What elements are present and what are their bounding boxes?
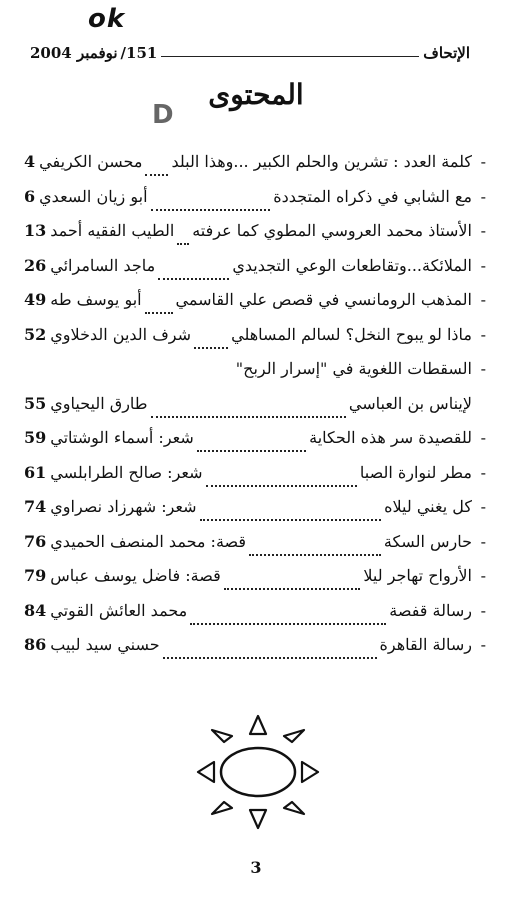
toc-entry bbox=[24, 221, 486, 256]
toc-dot-leader bbox=[145, 174, 168, 176]
toc-entry-author: شعر: أسماء الوشتاتي bbox=[50, 428, 194, 447]
toc-dot-leader bbox=[197, 450, 306, 452]
toc-entry-page: 86 bbox=[24, 635, 47, 654]
toc-entry-title: رسالة القاهرة bbox=[379, 635, 472, 654]
toc-dot-leader bbox=[177, 243, 189, 245]
toc-entry bbox=[24, 290, 486, 325]
toc-entry-title: مع الشابي في ذكراه المتجددة bbox=[273, 186, 472, 206]
toc-bullet-dash: - bbox=[480, 221, 486, 240]
toc-entry bbox=[24, 325, 486, 360]
page-title: المحتوى bbox=[208, 78, 304, 111]
toc-entry-title: كل يغني ليلاه bbox=[384, 497, 472, 516]
toc-bullet-dash: - bbox=[480, 462, 486, 482]
toc-bullet-dash: - bbox=[480, 359, 486, 378]
running-header bbox=[30, 44, 470, 62]
toc-entry-author: ماجد السامرائي bbox=[50, 255, 156, 275]
toc-entry bbox=[24, 635, 486, 670]
toc-bullet-dash: - bbox=[480, 600, 486, 620]
toc-entry bbox=[24, 463, 486, 498]
toc-entry-title: الملائكة...وتقاطعات الوعي التجديدي bbox=[232, 255, 472, 275]
stamp-mark: D bbox=[152, 100, 174, 130]
toc-dot-leader bbox=[145, 312, 173, 314]
toc-entry-page: 74 bbox=[24, 497, 47, 516]
toc-dot-leader bbox=[194, 347, 228, 349]
toc-entry-title: حارس السكة bbox=[383, 531, 472, 551]
toc-entry-title: ماذا لو يبوح النخل؟ لسالم المساهلي bbox=[231, 324, 472, 344]
toc-bullet-dash: - bbox=[480, 152, 486, 171]
journal-name: الإتحاف bbox=[423, 44, 470, 62]
toc-dot-leader bbox=[163, 657, 377, 659]
toc-dot-leader bbox=[224, 588, 361, 590]
toc-bullet-dash: - bbox=[480, 324, 486, 344]
toc-entry bbox=[24, 532, 486, 567]
toc-entry-author: قصة: فاضل يوسف عباس bbox=[50, 566, 221, 585]
toc-entry-page: 59 bbox=[24, 428, 47, 447]
toc-entry-author: شعر: شهرزاد نصراوي bbox=[50, 497, 197, 516]
toc-entry-page: 79 bbox=[24, 566, 47, 585]
toc-entry-title: السقطات اللغوية في "إسرار الربح" bbox=[235, 359, 472, 378]
toc-entry bbox=[24, 256, 486, 291]
toc-entry-page: 76 bbox=[24, 531, 47, 551]
toc-entry-page: 4 bbox=[24, 152, 36, 171]
toc-entry-title: لإيناس بن العباسي bbox=[348, 393, 472, 413]
toc-dot-leader bbox=[151, 416, 346, 418]
toc-entry-author: أبو زيان السعدي bbox=[39, 186, 148, 206]
toc-entry-page: 55 bbox=[24, 393, 47, 413]
toc-entry-page: 52 bbox=[24, 324, 47, 344]
toc-dot-leader bbox=[158, 278, 229, 280]
toc-entry bbox=[24, 359, 486, 394]
toc-entry-title: مطر لنوارة الصبا bbox=[359, 462, 472, 482]
toc-entry-title: المذهب الرومانسي في قصص علي القاسمي bbox=[175, 290, 472, 309]
toc-bullet-dash: - bbox=[480, 428, 486, 447]
toc-dot-leader bbox=[200, 519, 382, 521]
toc-entry-author: قصة: محمد المنصف الحميدي bbox=[50, 531, 247, 551]
header-rule bbox=[161, 56, 419, 57]
toc-entry bbox=[24, 497, 486, 532]
sun-ornament-icon bbox=[196, 712, 320, 832]
issue-date: نوفمبر 2004 bbox=[30, 44, 118, 62]
handwritten-ok-mark: ok bbox=[88, 4, 126, 34]
page-number: 3 bbox=[250, 858, 262, 877]
toc-entry-page: 84 bbox=[24, 600, 47, 620]
toc-entry-page: 13 bbox=[24, 221, 47, 240]
toc-entry bbox=[24, 187, 486, 222]
toc-entry-author: محمد العائش القوتي bbox=[50, 600, 188, 620]
toc-entry-author: أبو يوسف طه bbox=[50, 290, 142, 309]
toc-bullet-dash: - bbox=[480, 635, 486, 654]
toc-entry-author: حسني سيد لبيب bbox=[50, 635, 160, 654]
toc-entry-title: الأستاذ محمد العروسي المطوي كما عرفته bbox=[192, 221, 472, 240]
toc-entry-page: 49 bbox=[24, 290, 47, 309]
toc-entry-page: 6 bbox=[24, 186, 36, 206]
toc-bullet-dash: - bbox=[480, 566, 486, 585]
toc-bullet-dash: - bbox=[480, 186, 486, 206]
toc-dot-leader bbox=[249, 554, 381, 556]
toc-bullet-dash: - bbox=[480, 531, 486, 551]
toc-entry bbox=[24, 566, 486, 601]
toc-entry-author: شرف الدين الدخلاوي bbox=[50, 324, 192, 344]
toc-entry-page: 26 bbox=[24, 255, 47, 275]
toc-entry-page: 61 bbox=[24, 462, 47, 482]
toc-bullet-dash: - bbox=[480, 497, 486, 516]
toc-dot-leader bbox=[190, 623, 386, 625]
toc-dot-leader bbox=[151, 209, 271, 211]
toc-entry-author: طارق اليحياوي bbox=[50, 393, 148, 413]
toc-entry-author: شعر: صالح الطرابلسي bbox=[50, 462, 203, 482]
toc-entry bbox=[24, 601, 486, 636]
toc-entry-author: الطيب الفقيه أحمد bbox=[50, 221, 175, 240]
toc-bullet-dash: - bbox=[480, 255, 486, 275]
toc-bullet-dash: - bbox=[480, 290, 486, 309]
toc-entry bbox=[24, 394, 486, 429]
issue-number: 151/ bbox=[120, 44, 158, 62]
toc-entry-title: رسالة قفصة bbox=[389, 600, 472, 620]
table-of-contents bbox=[24, 152, 486, 670]
toc-dot-leader bbox=[206, 485, 357, 487]
toc-entry-title: الأرواح تهاجر ليلا bbox=[363, 566, 472, 585]
toc-entry bbox=[24, 152, 486, 187]
toc-entry-title: للقصيدة سر هذه الحكاية bbox=[309, 428, 472, 447]
toc-entry-title: كلمة العدد : تشرين والحلم الكبير ...وهذا البلد bbox=[171, 152, 472, 171]
toc-entry-author: محسن الكريفي bbox=[39, 152, 143, 171]
toc-entry bbox=[24, 428, 486, 463]
